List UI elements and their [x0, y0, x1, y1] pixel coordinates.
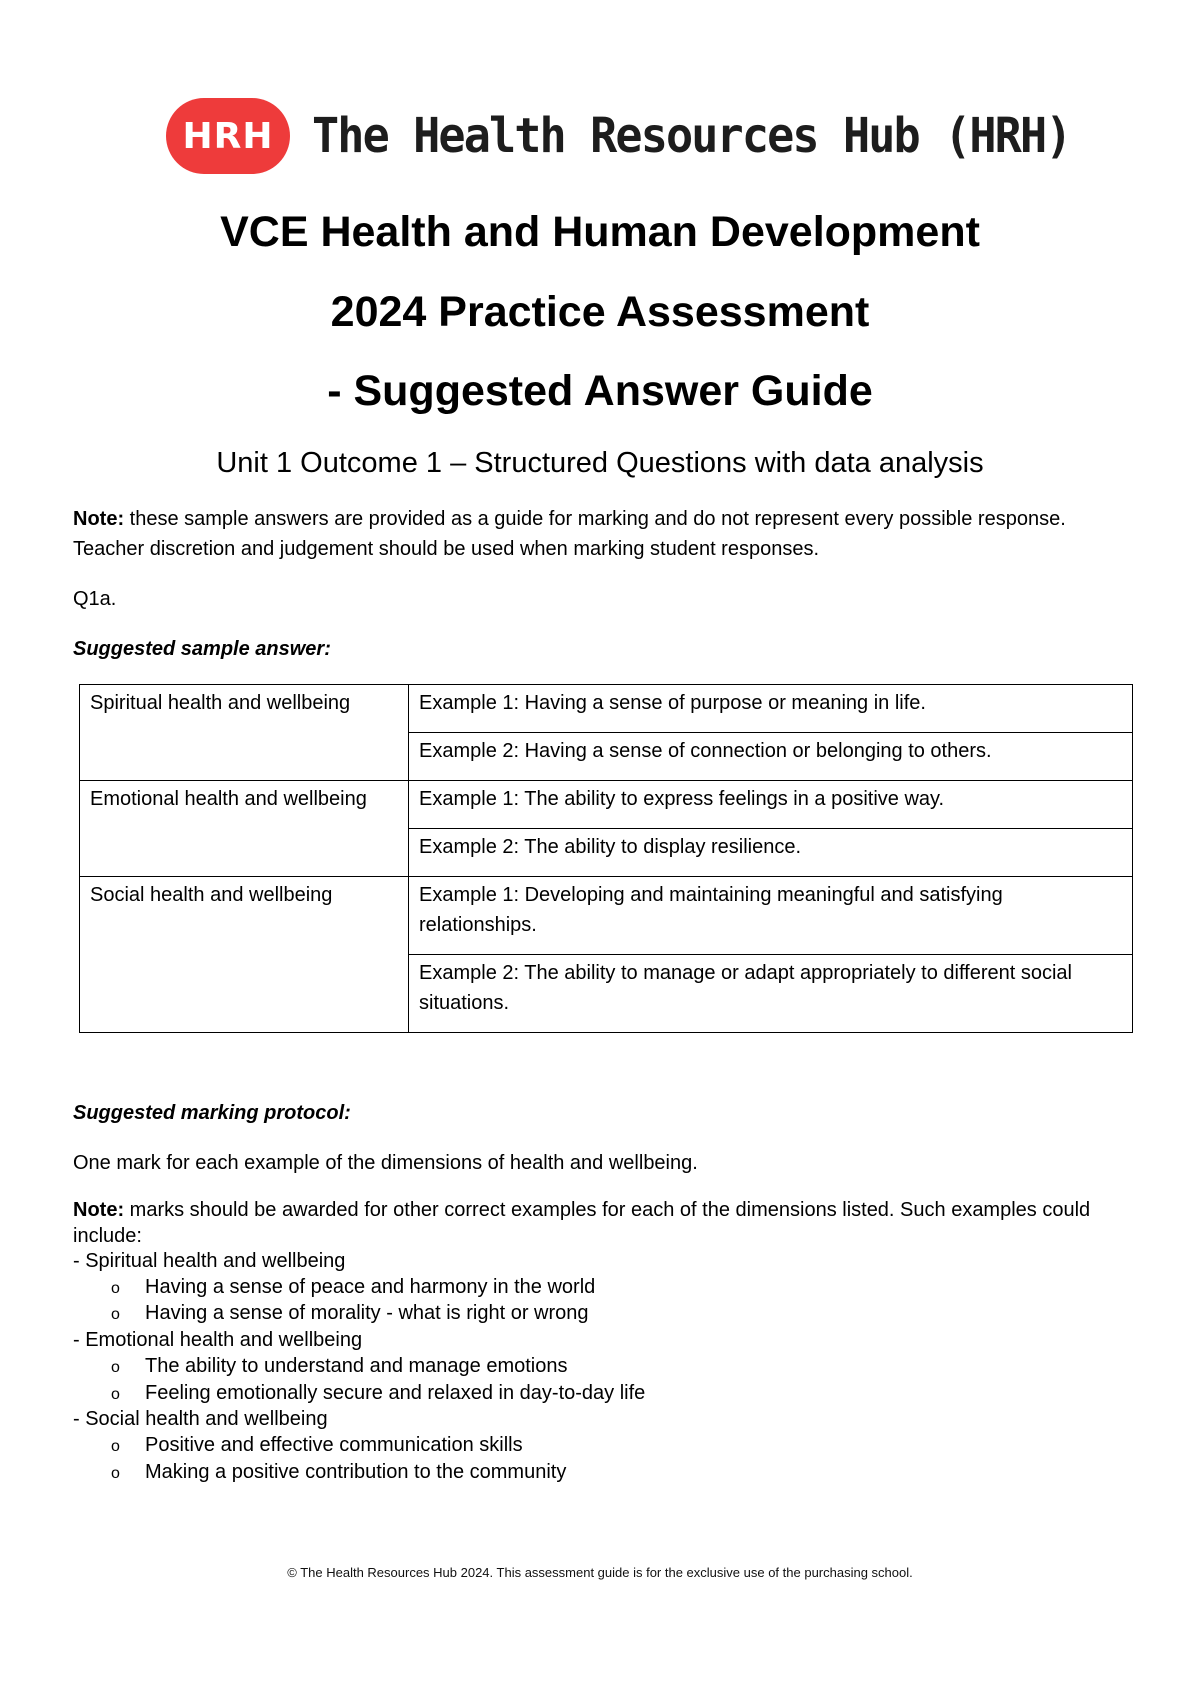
list-heading: - Social health and wellbeing: [73, 1408, 328, 1431]
logo-text: The Health Resources Hub (HRH): [312, 108, 1071, 164]
sample-answer-heading: Suggested sample answer:: [73, 638, 331, 660]
note-text: these sample answers are provided as a guide for marking and do not represent every possible response. Teacher discretion and judgement should be used when marking student responses.: [73, 508, 1066, 560]
logo: [166, 98, 1119, 174]
list-item-text: Having a sense of peace and harmony in the world: [145, 1275, 596, 1298]
note-label: Note:: [73, 1199, 125, 1221]
table-row: [80, 781, 1133, 829]
title-line-3: - Suggested Answer Guide: [327, 367, 873, 415]
title-line-1: VCE Health and Human Development: [220, 208, 980, 256]
bullet-icon: o: [111, 1306, 120, 1324]
table-row: [80, 877, 1133, 955]
logo-badge: HRH: [166, 98, 290, 174]
question-label: Q1a.: [73, 588, 117, 610]
list-item-text: Having a sense of morality - what is right or wrong: [145, 1302, 589, 1325]
marking-protocol-text: One mark for each example of the dimensions of health and wellbeing.: [73, 1152, 698, 1174]
bullet-icon: o: [111, 1437, 120, 1455]
bullet-icon: o: [111, 1385, 120, 1403]
answer-table: [79, 684, 1133, 1033]
list-item-text: Positive and effective communication skills: [145, 1433, 523, 1456]
example-cell: Example 1: Developing and maintaining meaningful and satisfying relationships.: [409, 877, 1133, 955]
marking-protocol-heading: Suggested marking protocol:: [73, 1102, 351, 1124]
dimension-cell: Spiritual health and wellbeing: [80, 685, 409, 781]
note-label: Note:: [73, 508, 125, 530]
title-line-2: 2024 Practice Assessment: [330, 288, 870, 336]
note-examples: [73, 1197, 1133, 1249]
footer-copyright: © The Health Resources Hub 2024. This assessment guide is for the exclusive use of the purchasing school.: [287, 1565, 913, 1580]
list-item: [73, 1275, 645, 1302]
note-intro: [73, 504, 1133, 564]
bullet-icon: o: [111, 1279, 120, 1297]
table-row: [80, 685, 1133, 733]
example-cell: Example 2: The ability to manage or adapt appropriately to different social situations.: [409, 955, 1133, 1033]
list-item: [73, 1381, 645, 1408]
example-cell: Example 2: Having a sense of connection or belonging to others.: [409, 733, 1133, 781]
example-cell: Example 2: The ability to display resilience.: [409, 829, 1133, 877]
bullet-icon: o: [111, 1358, 120, 1376]
examples-list: [73, 1249, 645, 1486]
list-item-text: Making a positive contribution to the community: [145, 1460, 567, 1483]
bullet-icon: o: [111, 1464, 120, 1482]
list-item: [73, 1460, 645, 1487]
list-item: [73, 1354, 645, 1381]
list-item: [73, 1433, 645, 1460]
list-item-text: Feeling emotionally secure and relaxed in day-to-day life: [145, 1381, 646, 1404]
dimension-cell: Social health and wellbeing: [80, 877, 409, 1033]
list-item-text: The ability to understand and manage emotions: [145, 1354, 568, 1377]
subtitle: Unit 1 Outcome 1 – Structured Questions with data analysis: [216, 447, 984, 479]
example-cell: Example 1: Having a sense of purpose or meaning in life.: [409, 685, 1133, 733]
note-text: marks should be awarded for other correct examples for each of the dimensions listed. Such examples could include:: [73, 1199, 1091, 1247]
example-cell: Example 1: The ability to express feelings in a positive way.: [409, 781, 1133, 829]
list-item: [73, 1301, 645, 1328]
list-heading: - Emotional health and wellbeing: [73, 1329, 363, 1352]
list-heading: - Spiritual health and wellbeing: [73, 1250, 346, 1272]
dimension-cell: Emotional health and wellbeing: [80, 781, 409, 877]
